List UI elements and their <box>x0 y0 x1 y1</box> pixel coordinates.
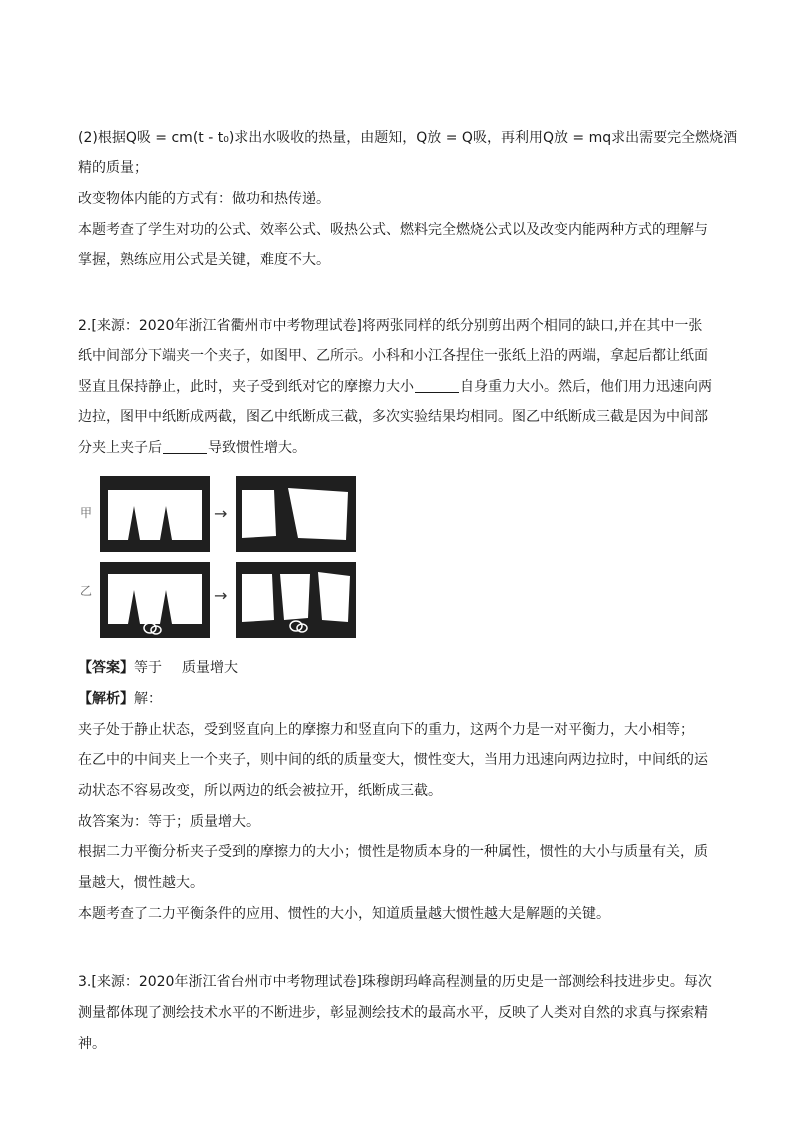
question-3-line: 3.[来源：2020年浙江省台州市中考物理试卷]珠穆朗玛峰高程测量的历史是一部测绘科技进步史。每次 <box>78 974 712 990</box>
analysis-head: 解： <box>134 691 162 707</box>
paper-torn-two-image <box>236 476 356 552</box>
analysis-line: 根据二力平衡分析夹子受到的摩擦力的大小；惯性是物质本身的一种属性，惯性的大小与质量有关，质 <box>78 844 708 860</box>
analysis-line: 在乙中的中间夹上一个夹子，则中间的纸的质量变大，惯性变大，当用力迅速向两边拉时，中间纸的运 <box>78 752 708 768</box>
question-2-line: 2.[来源：2020年浙江省衢州市中考物理试卷]将两张同样的纸分别剪出两个相同的缺口,并在其中一张 <box>78 318 703 334</box>
analysis-line: 动状态不容易改变，所以两边的纸会被拉开，纸断成三截。 <box>78 783 442 799</box>
paper-panel-after <box>236 476 356 552</box>
answer-line <box>78 658 238 678</box>
analysis-heading <box>78 689 162 709</box>
arrow-icon: → <box>214 586 228 605</box>
text-line: 改变物体内能的方式有：做功和热传递。 <box>78 191 330 207</box>
analysis-line: 量越大，惯性越大。 <box>78 875 204 891</box>
question-2-text: 自身重力大小。然后，他们用力迅速向两 <box>460 379 712 395</box>
paper-panel-before <box>100 476 210 552</box>
experiment-figure <box>78 474 368 640</box>
paper-torn-three-image <box>236 562 356 638</box>
answer-value-1: 等于 <box>134 660 162 676</box>
paper-with-clip-image <box>100 562 210 638</box>
question-2-line <box>78 438 306 458</box>
paper-clip-panel-after <box>236 562 356 638</box>
question-2-line: 边拉，图甲中纸断成两截，图乙中纸断成三截，多次实验结果均相同。图乙中纸断成三截是因为中间部 <box>78 409 708 425</box>
question-2-line: 纸中间部分下端夹一个夹子，如图甲、乙所示。小科和小江各捏住一张纸上沿的两端，拿起后都让纸面 <box>78 348 708 364</box>
answer-blank <box>415 378 459 393</box>
figure-label-jia: 甲 <box>80 506 93 520</box>
paper-clip-panel-before <box>100 562 210 638</box>
question-2-text: 导致惯性增大。 <box>208 440 306 456</box>
analysis-tag: 【解析】 <box>78 691 134 707</box>
text-line: 掌握，熟练应用公式是关键，难度不大。 <box>78 252 330 268</box>
answer-tag: 【答案】 <box>78 660 134 676</box>
text-line: (2)根据Q吸 = cm(t - t₀)求出水吸收的热量，由题知，Q放 = Q吸，再利用Q放 = mq求出需要完全燃烧酒 <box>78 130 738 146</box>
question-2-text: 分夹上夹子后 <box>78 440 162 456</box>
question-2-line <box>78 377 712 397</box>
question-2-text: 竖直且保持静止，此时，夹子受到纸对它的摩擦力大小 <box>78 379 414 395</box>
analysis-line: 本题考查了二力平衡条件的应用、惯性的大小，知道质量越大惯性越大是解题的关键。 <box>78 906 610 922</box>
arrow-icon: → <box>214 504 228 523</box>
question-3-line: 测量都体现了测绘技术水平的不断进步，彰显测绘技术的最高水平，反映了人类对自然的求真与探索精 <box>78 1005 708 1021</box>
question-3-line: 神。 <box>78 1036 106 1052</box>
text-line: 精的质量； <box>78 160 148 176</box>
analysis-line: 夹子处于静止状态，受到竖直向上的摩擦力和竖直向下的重力，这两个力是一对平衡力，大小相等； <box>78 722 694 738</box>
answer-blank <box>163 439 207 454</box>
text-line: 本题考查了学生对功的公式、效率公式、吸热公式、燃料完全燃烧公式以及改变内能两种方式的理解与 <box>78 222 708 238</box>
analysis-line: 故答案为：等于；质量增大。 <box>78 814 260 830</box>
figure-label-yi: 乙 <box>80 584 93 598</box>
paper-with-notches-image <box>100 476 210 552</box>
answer-value-2: 质量增大 <box>182 660 238 676</box>
